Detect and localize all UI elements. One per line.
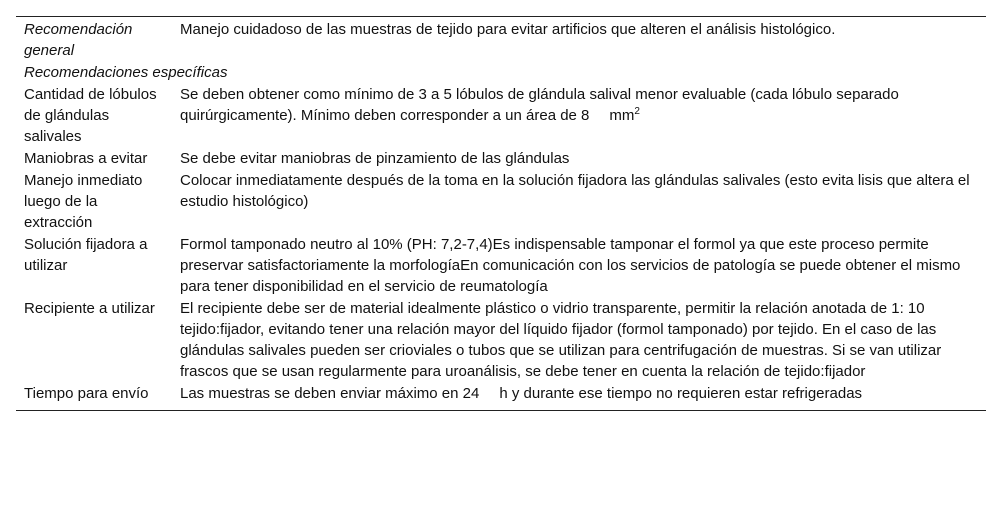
row-label: Maniobras a evitar bbox=[24, 150, 148, 167]
row-text-body: Se deben obtener como mínimo de 3 a 5 lóbulos de glándula salival menor evaluable (cada lóbulo separado quirúrgicamente). Mínimo deben corresponder a un área de 8 bbox=[180, 86, 899, 124]
row-text bbox=[172, 383, 986, 405]
table-row bbox=[16, 298, 986, 383]
specific-heading: Recomendaciones específicas bbox=[24, 64, 228, 81]
table-row bbox=[16, 170, 986, 234]
table-row bbox=[16, 148, 986, 170]
row-text: Se debe evitar maniobras de pinzamiento de las glándulas bbox=[180, 150, 570, 167]
row-text bbox=[172, 84, 986, 148]
table bbox=[16, 19, 986, 405]
general-label: Recomendación general bbox=[24, 21, 133, 59]
table-row bbox=[16, 234, 986, 298]
row-text-before: Las muestras se deben enviar máximo en 24 bbox=[180, 385, 480, 402]
table-row-general bbox=[16, 19, 986, 62]
recommendations-table bbox=[16, 16, 986, 411]
row-label: Solución fijadora a utilizar bbox=[24, 236, 148, 274]
row-label: Manejo inmediato luego de la extracción bbox=[24, 172, 143, 231]
general-text: Manejo cuidadoso de las muestras de tejido para evitar artificios que alteren el análisis histológico. bbox=[180, 21, 836, 38]
table-row-specific-heading bbox=[16, 62, 986, 84]
table-row bbox=[16, 383, 986, 405]
row-label: Tiempo para envío bbox=[24, 385, 149, 402]
row-label: Recipiente a utilizar bbox=[24, 300, 155, 317]
row-text: Formol tamponado neutro al 10% (PH: 7,2-7,4)Es indispensable tamponar el formol ya que este proceso permite preservar satisfactoriamente la morfologíaEn comunicación con los servicios de patología se puede obtener el mismo para tener disponibilidad en el servicio de reumatología bbox=[180, 236, 961, 295]
table-row bbox=[16, 84, 986, 148]
row-text: El recipiente debe ser de material idealmente plástico o vidrio transparente, permitir la relación anotada de 1: 10 tejido:fijador, evitando tener una relación mayor del líquido fijador (formol tamponado) por tejido. En el caso de las glándulas salivales pueden ser crioviales o tubos que se utilizan para centrifugación de muestras. Si se van utilizar frascos que se usan regularmente para uroanálisis, se debe tener en cuenta la relación de tejido:fijador bbox=[180, 300, 942, 380]
row-label: Cantidad de lóbulos de glándulas salivales bbox=[24, 86, 157, 145]
row-text: Colocar inmediatamente después de la toma en la solución fijadora las glándulas salivales (esto evita lisis que altera el estudio histológico) bbox=[180, 172, 970, 210]
unit-text: mm bbox=[609, 107, 635, 124]
row-text-after: h y durante ese tiempo no requieren estar refrigeradas bbox=[499, 385, 863, 402]
unit-superscript: 2 bbox=[634, 106, 640, 117]
